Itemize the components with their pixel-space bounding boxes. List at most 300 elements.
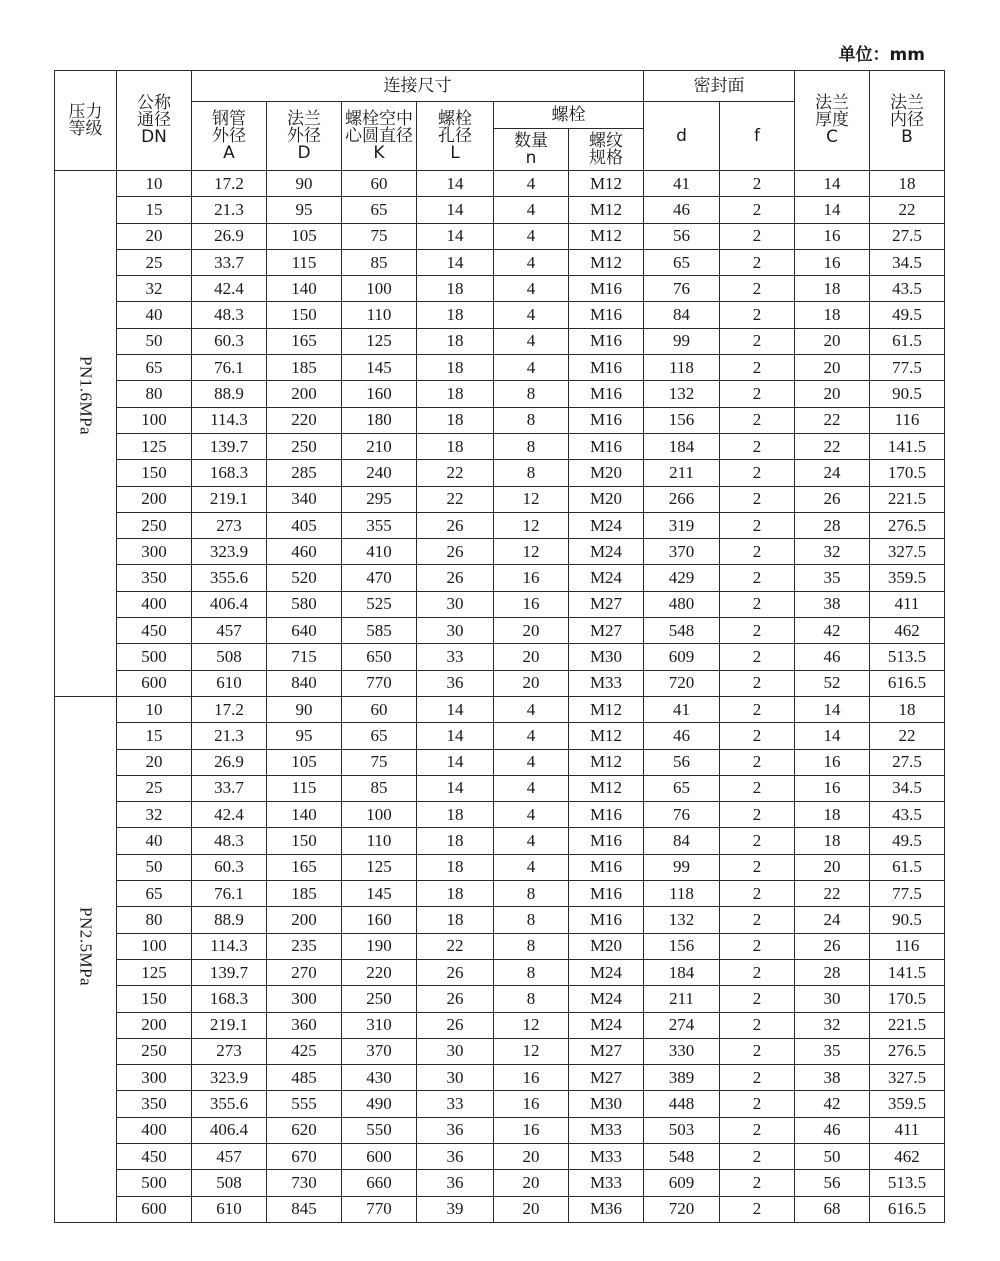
cell-bolt-thread: M30: [569, 1091, 644, 1117]
cell-flange-thickness: 18: [795, 802, 870, 828]
cell-bolt-hole: 36: [417, 670, 494, 696]
cell-dn: 600: [117, 670, 192, 696]
cell-bolt-thread: M12: [569, 696, 644, 722]
cell-flange-thickness: 26: [795, 486, 870, 512]
cell-pipe-od: 273: [192, 512, 267, 538]
cell-bolt-thread: M12: [569, 197, 644, 223]
cell-bolt-hole: 30: [417, 591, 494, 617]
cell-bolt-hole: 18: [417, 881, 494, 907]
cell-dn: 80: [117, 381, 192, 407]
cell-bolt-thread: M16: [569, 854, 644, 880]
cell-bolt-circle: 85: [342, 775, 417, 801]
cell-flange-id: 77.5: [870, 355, 945, 381]
cell-seal-f: 2: [720, 1196, 795, 1222]
cell-bolt-thread: M30: [569, 644, 644, 670]
cell-dn: 450: [117, 618, 192, 644]
cell-flange-thickness: 16: [795, 775, 870, 801]
cell-bolt-thread: M16: [569, 433, 644, 459]
cell-dn: 15: [117, 723, 192, 749]
table-row: [55, 328, 945, 354]
cell-bolt-hole: 14: [417, 775, 494, 801]
cell-flange-od: 580: [267, 591, 342, 617]
header-sealing-face: 密封面: [644, 71, 795, 102]
cell-flange-od: 185: [267, 881, 342, 907]
cell-bolt-thread: M12: [569, 223, 644, 249]
cell-bolt-hole: 26: [417, 959, 494, 985]
cell-bolt-qty: 16: [494, 1117, 569, 1143]
header-text: C: [826, 127, 838, 147]
cell-seal-d: 389: [644, 1065, 720, 1091]
cell-bolt-qty: 4: [494, 328, 569, 354]
cell-bolt-thread: M20: [569, 933, 644, 959]
cell-bolt-thread: M27: [569, 591, 644, 617]
cell-flange-od: 840: [267, 670, 342, 696]
cell-flange-thickness: 20: [795, 854, 870, 880]
header-text: 公称: [137, 93, 171, 113]
cell-bolt-circle: 410: [342, 539, 417, 565]
cell-bolt-hole: 14: [417, 723, 494, 749]
cell-bolt-qty: 4: [494, 276, 569, 302]
cell-seal-d: 548: [644, 618, 720, 644]
cell-bolt-qty: 8: [494, 460, 569, 486]
cell-seal-f: 2: [720, 670, 795, 696]
cell-bolt-hole: 30: [417, 1065, 494, 1091]
cell-bolt-hole: 26: [417, 986, 494, 1012]
cell-seal-d: 319: [644, 512, 720, 538]
cell-flange-od: 640: [267, 618, 342, 644]
header-text: K: [373, 142, 385, 163]
cell-bolt-circle: 660: [342, 1170, 417, 1196]
cell-dn: 50: [117, 854, 192, 880]
cell-bolt-circle: 295: [342, 486, 417, 512]
cell-bolt-qty: 4: [494, 775, 569, 801]
cell-seal-d: 720: [644, 1196, 720, 1222]
cell-flange-thickness: 14: [795, 171, 870, 197]
cell-pipe-od: 33.7: [192, 249, 267, 275]
cell-seal-f: 2: [720, 881, 795, 907]
table-row: [55, 302, 945, 328]
cell-dn: 400: [117, 1117, 192, 1143]
cell-flange-od: 220: [267, 407, 342, 433]
cell-flange-od: 715: [267, 644, 342, 670]
cell-pipe-od: 17.2: [192, 696, 267, 722]
cell-flange-od: 300: [267, 986, 342, 1012]
cell-bolt-qty: 4: [494, 749, 569, 775]
cell-dn: 500: [117, 644, 192, 670]
cell-flange-thickness: 18: [795, 276, 870, 302]
header-text: 螺纹: [589, 130, 623, 151]
cell-bolt-hole: 26: [417, 539, 494, 565]
cell-bolt-thread: M16: [569, 907, 644, 933]
cell-flange-id: 43.5: [870, 276, 945, 302]
cell-bolt-hole: 22: [417, 460, 494, 486]
table-row: [55, 986, 945, 1012]
cell-pipe-od: 76.1: [192, 881, 267, 907]
header-text: 外径: [212, 125, 246, 146]
table-body: [55, 171, 945, 1223]
cell-seal-f: 2: [720, 355, 795, 381]
header-text: DN: [141, 127, 167, 147]
cell-flange-od: 360: [267, 1012, 342, 1038]
cell-flange-id: 18: [870, 696, 945, 722]
cell-seal-d: 211: [644, 460, 720, 486]
cell-bolt-qty: 4: [494, 828, 569, 854]
table-row: [55, 512, 945, 538]
cell-pipe-od: 508: [192, 644, 267, 670]
cell-bolt-qty: 4: [494, 854, 569, 880]
cell-dn: 350: [117, 1091, 192, 1117]
cell-seal-f: 2: [720, 565, 795, 591]
cell-flange-thickness: 16: [795, 749, 870, 775]
cell-seal-d: 184: [644, 433, 720, 459]
cell-pipe-od: 219.1: [192, 486, 267, 512]
cell-flange-thickness: 56: [795, 1170, 870, 1196]
cell-pipe-od: 21.3: [192, 197, 267, 223]
cell-flange-id: 27.5: [870, 749, 945, 775]
table-row: [55, 249, 945, 275]
cell-bolt-qty: 4: [494, 197, 569, 223]
cell-flange-thickness: 24: [795, 907, 870, 933]
pressure-class-cell: [55, 696, 117, 1222]
cell-pipe-od: 33.7: [192, 775, 267, 801]
cell-pipe-od: 42.4: [192, 802, 267, 828]
cell-seal-f: 2: [720, 986, 795, 1012]
header-text: D: [297, 142, 311, 163]
cell-dn: 400: [117, 591, 192, 617]
cell-bolt-circle: 190: [342, 933, 417, 959]
cell-bolt-thread: M33: [569, 1170, 644, 1196]
cell-bolt-thread: M12: [569, 171, 644, 197]
header-text: n: [525, 147, 537, 168]
cell-flange-od: 250: [267, 433, 342, 459]
cell-flange-id: 22: [870, 723, 945, 749]
cell-flange-id: 34.5: [870, 775, 945, 801]
cell-flange-id: 49.5: [870, 302, 945, 328]
cell-bolt-hole: 14: [417, 223, 494, 249]
header-text: 孔径: [438, 125, 472, 146]
cell-flange-id: 616.5: [870, 1196, 945, 1222]
cell-seal-f: 2: [720, 775, 795, 801]
cell-bolt-thread: M16: [569, 302, 644, 328]
cell-flange-thickness: 35: [795, 565, 870, 591]
cell-bolt-qty: 16: [494, 1065, 569, 1091]
cell-seal-d: 76: [644, 802, 720, 828]
cell-seal-d: 56: [644, 749, 720, 775]
cell-flange-thickness: 22: [795, 881, 870, 907]
cell-flange-od: 140: [267, 802, 342, 828]
cell-seal-f: 2: [720, 644, 795, 670]
cell-dn: 10: [117, 696, 192, 722]
cell-dn: 125: [117, 433, 192, 459]
cell-flange-id: 77.5: [870, 881, 945, 907]
cell-bolt-thread: M16: [569, 328, 644, 354]
cell-flange-od: 270: [267, 959, 342, 985]
cell-dn: 50: [117, 328, 192, 354]
cell-pipe-od: 355.6: [192, 1091, 267, 1117]
cell-bolt-qty: 4: [494, 171, 569, 197]
cell-bolt-thread: M16: [569, 381, 644, 407]
cell-seal-d: 211: [644, 986, 720, 1012]
cell-seal-f: 2: [720, 460, 795, 486]
cell-bolt-circle: 60: [342, 696, 417, 722]
cell-bolt-circle: 470: [342, 565, 417, 591]
cell-dn: 125: [117, 959, 192, 985]
cell-pipe-od: 60.3: [192, 854, 267, 880]
cell-seal-f: 2: [720, 1012, 795, 1038]
cell-flange-id: 513.5: [870, 644, 945, 670]
table-row: [55, 1038, 945, 1064]
cell-dn: 150: [117, 460, 192, 486]
cell-bolt-circle: 160: [342, 381, 417, 407]
cell-flange-od: 95: [267, 723, 342, 749]
cell-pipe-od: 139.7: [192, 433, 267, 459]
cell-flange-thickness: 20: [795, 355, 870, 381]
table-row: [55, 355, 945, 381]
cell-flange-thickness: 16: [795, 249, 870, 275]
header-nominal-diameter: [117, 71, 192, 171]
cell-dn: 100: [117, 407, 192, 433]
cell-flange-od: 200: [267, 907, 342, 933]
cell-flange-od: 150: [267, 302, 342, 328]
cell-bolt-thread: M33: [569, 670, 644, 696]
cell-flange-id: 359.5: [870, 565, 945, 591]
cell-seal-f: 2: [720, 802, 795, 828]
cell-bolt-qty: 8: [494, 959, 569, 985]
cell-bolt-hole: 26: [417, 1012, 494, 1038]
cell-bolt-circle: 220: [342, 959, 417, 985]
cell-flange-id: 61.5: [870, 854, 945, 880]
cell-bolt-circle: 250: [342, 986, 417, 1012]
cell-flange-od: 285: [267, 460, 342, 486]
cell-bolt-qty: 8: [494, 907, 569, 933]
cell-flange-thickness: 16: [795, 223, 870, 249]
cell-seal-d: 720: [644, 670, 720, 696]
cell-pipe-od: 219.1: [192, 1012, 267, 1038]
table-row: [55, 1196, 945, 1222]
cell-flange-thickness: 68: [795, 1196, 870, 1222]
cell-flange-od: 200: [267, 381, 342, 407]
cell-flange-od: 115: [267, 249, 342, 275]
cell-bolt-circle: 100: [342, 276, 417, 302]
cell-flange-thickness: 18: [795, 302, 870, 328]
cell-pipe-od: 26.9: [192, 749, 267, 775]
cell-pipe-od: 60.3: [192, 328, 267, 354]
cell-bolt-hole: 18: [417, 407, 494, 433]
cell-flange-id: 221.5: [870, 1012, 945, 1038]
table-row: [55, 1143, 945, 1169]
cell-flange-od: 235: [267, 933, 342, 959]
cell-bolt-qty: 4: [494, 355, 569, 381]
table-row: [55, 802, 945, 828]
cell-dn: 25: [117, 775, 192, 801]
cell-seal-d: 84: [644, 302, 720, 328]
cell-bolt-thread: M12: [569, 723, 644, 749]
header-connection-size: 连接尺寸: [192, 71, 644, 102]
cell-bolt-thread: M24: [569, 959, 644, 985]
cell-bolt-circle: 430: [342, 1065, 417, 1091]
cell-bolt-circle: 65: [342, 723, 417, 749]
cell-flange-id: 34.5: [870, 249, 945, 275]
cell-flange-od: 150: [267, 828, 342, 854]
cell-bolt-hole: 18: [417, 854, 494, 880]
cell-seal-f: 2: [720, 959, 795, 985]
pressure-class-label: PN2.5MPa: [76, 906, 96, 987]
table-row: [55, 486, 945, 512]
cell-flange-thickness: 46: [795, 1117, 870, 1143]
table-row: [55, 959, 945, 985]
cell-flange-thickness: 32: [795, 1012, 870, 1038]
flange-spec-table: [54, 70, 945, 1223]
cell-seal-d: 46: [644, 197, 720, 223]
cell-seal-d: 41: [644, 171, 720, 197]
header-bolt-qty: [494, 129, 569, 171]
cell-bolt-hole: 18: [417, 828, 494, 854]
cell-flange-thickness: 35: [795, 1038, 870, 1064]
cell-seal-d: 370: [644, 539, 720, 565]
pressure-class-cell: [55, 171, 117, 697]
cell-bolt-hole: 18: [417, 276, 494, 302]
table-row: [55, 644, 945, 670]
cell-bolt-qty: 8: [494, 933, 569, 959]
cell-seal-d: 41: [644, 696, 720, 722]
cell-seal-d: 548: [644, 1143, 720, 1169]
cell-flange-thickness: 22: [795, 433, 870, 459]
cell-seal-f: 2: [720, 854, 795, 880]
header-text: B: [901, 127, 913, 147]
cell-flange-id: 22: [870, 197, 945, 223]
table-row: [55, 696, 945, 722]
cell-flange-od: 520: [267, 565, 342, 591]
cell-flange-od: 90: [267, 171, 342, 197]
cell-bolt-circle: 85: [342, 249, 417, 275]
table-row: [55, 749, 945, 775]
cell-flange-id: 411: [870, 1117, 945, 1143]
cell-flange-id: 170.5: [870, 460, 945, 486]
cell-pipe-od: 406.4: [192, 591, 267, 617]
cell-seal-d: 184: [644, 959, 720, 985]
cell-dn: 300: [117, 1065, 192, 1091]
cell-bolt-circle: 125: [342, 328, 417, 354]
cell-seal-d: 429: [644, 565, 720, 591]
cell-flange-od: 95: [267, 197, 342, 223]
cell-pipe-od: 457: [192, 1143, 267, 1169]
cell-bolt-hole: 33: [417, 1091, 494, 1117]
cell-bolt-hole: 22: [417, 933, 494, 959]
cell-dn: 20: [117, 223, 192, 249]
cell-bolt-thread: M24: [569, 986, 644, 1012]
cell-seal-d: 99: [644, 328, 720, 354]
cell-bolt-thread: M12: [569, 749, 644, 775]
cell-flange-od: 405: [267, 512, 342, 538]
cell-bolt-hole: 26: [417, 512, 494, 538]
cell-seal-f: 2: [720, 171, 795, 197]
cell-bolt-qty: 12: [494, 486, 569, 512]
cell-seal-d: 118: [644, 355, 720, 381]
cell-flange-thickness: 20: [795, 328, 870, 354]
cell-flange-thickness: 14: [795, 723, 870, 749]
cell-flange-id: 359.5: [870, 1091, 945, 1117]
cell-flange-id: 18: [870, 171, 945, 197]
cell-flange-id: 462: [870, 1143, 945, 1169]
cell-bolt-qty: 20: [494, 1143, 569, 1169]
table-header: [55, 71, 945, 171]
cell-bolt-qty: 8: [494, 881, 569, 907]
cell-flange-od: 425: [267, 1038, 342, 1064]
cell-bolt-qty: 4: [494, 696, 569, 722]
cell-flange-id: 90.5: [870, 907, 945, 933]
cell-bolt-circle: 100: [342, 802, 417, 828]
cell-flange-id: 116: [870, 407, 945, 433]
cell-seal-d: 503: [644, 1117, 720, 1143]
cell-flange-od: 620: [267, 1117, 342, 1143]
cell-bolt-circle: 525: [342, 591, 417, 617]
table-row: [55, 670, 945, 696]
cell-bolt-qty: 20: [494, 1196, 569, 1222]
cell-bolt-qty: 16: [494, 591, 569, 617]
header-text: 螺栓: [438, 108, 472, 129]
table-row: [55, 407, 945, 433]
cell-flange-thickness: 50: [795, 1143, 870, 1169]
cell-flange-id: 90.5: [870, 381, 945, 407]
cell-flange-thickness: 52: [795, 670, 870, 696]
cell-bolt-thread: M16: [569, 355, 644, 381]
cell-bolt-circle: 310: [342, 1012, 417, 1038]
cell-seal-d: 156: [644, 933, 720, 959]
cell-seal-d: 274: [644, 1012, 720, 1038]
header-bolt-hole: [417, 102, 494, 171]
cell-bolt-qty: 20: [494, 1170, 569, 1196]
cell-dn: 100: [117, 933, 192, 959]
cell-dn: 250: [117, 1038, 192, 1064]
cell-bolt-hole: 18: [417, 802, 494, 828]
cell-seal-f: 2: [720, 723, 795, 749]
cell-seal-f: 2: [720, 512, 795, 538]
header-text: 法兰: [890, 93, 924, 113]
cell-flange-thickness: 20: [795, 381, 870, 407]
cell-bolt-circle: 145: [342, 881, 417, 907]
cell-flange-thickness: 42: [795, 1091, 870, 1117]
table-row: [55, 1065, 945, 1091]
cell-bolt-hole: 18: [417, 355, 494, 381]
header-text: 钢管: [212, 108, 246, 129]
cell-flange-id: 116: [870, 933, 945, 959]
cell-flange-thickness: 24: [795, 460, 870, 486]
cell-bolt-hole: 36: [417, 1170, 494, 1196]
cell-bolt-circle: 600: [342, 1143, 417, 1169]
cell-bolt-circle: 65: [342, 197, 417, 223]
cell-flange-thickness: 42: [795, 618, 870, 644]
table-row: [55, 460, 945, 486]
cell-seal-d: 56: [644, 223, 720, 249]
cell-bolt-thread: M12: [569, 249, 644, 275]
header-flange-thickness: [795, 71, 870, 171]
cell-bolt-qty: 4: [494, 249, 569, 275]
header-text: 外径: [287, 125, 321, 146]
cell-bolt-hole: 14: [417, 696, 494, 722]
cell-dn: 250: [117, 512, 192, 538]
cell-dn: 40: [117, 828, 192, 854]
cell-bolt-qty: 12: [494, 1012, 569, 1038]
cell-bolt-hole: 30: [417, 618, 494, 644]
cell-bolt-circle: 370: [342, 1038, 417, 1064]
cell-seal-d: 132: [644, 381, 720, 407]
cell-bolt-circle: 650: [342, 644, 417, 670]
cell-bolt-thread: M36: [569, 1196, 644, 1222]
cell-bolt-qty: 4: [494, 223, 569, 249]
cell-flange-id: 27.5: [870, 223, 945, 249]
cell-seal-d: 46: [644, 723, 720, 749]
header-seal-f: f: [720, 102, 795, 171]
